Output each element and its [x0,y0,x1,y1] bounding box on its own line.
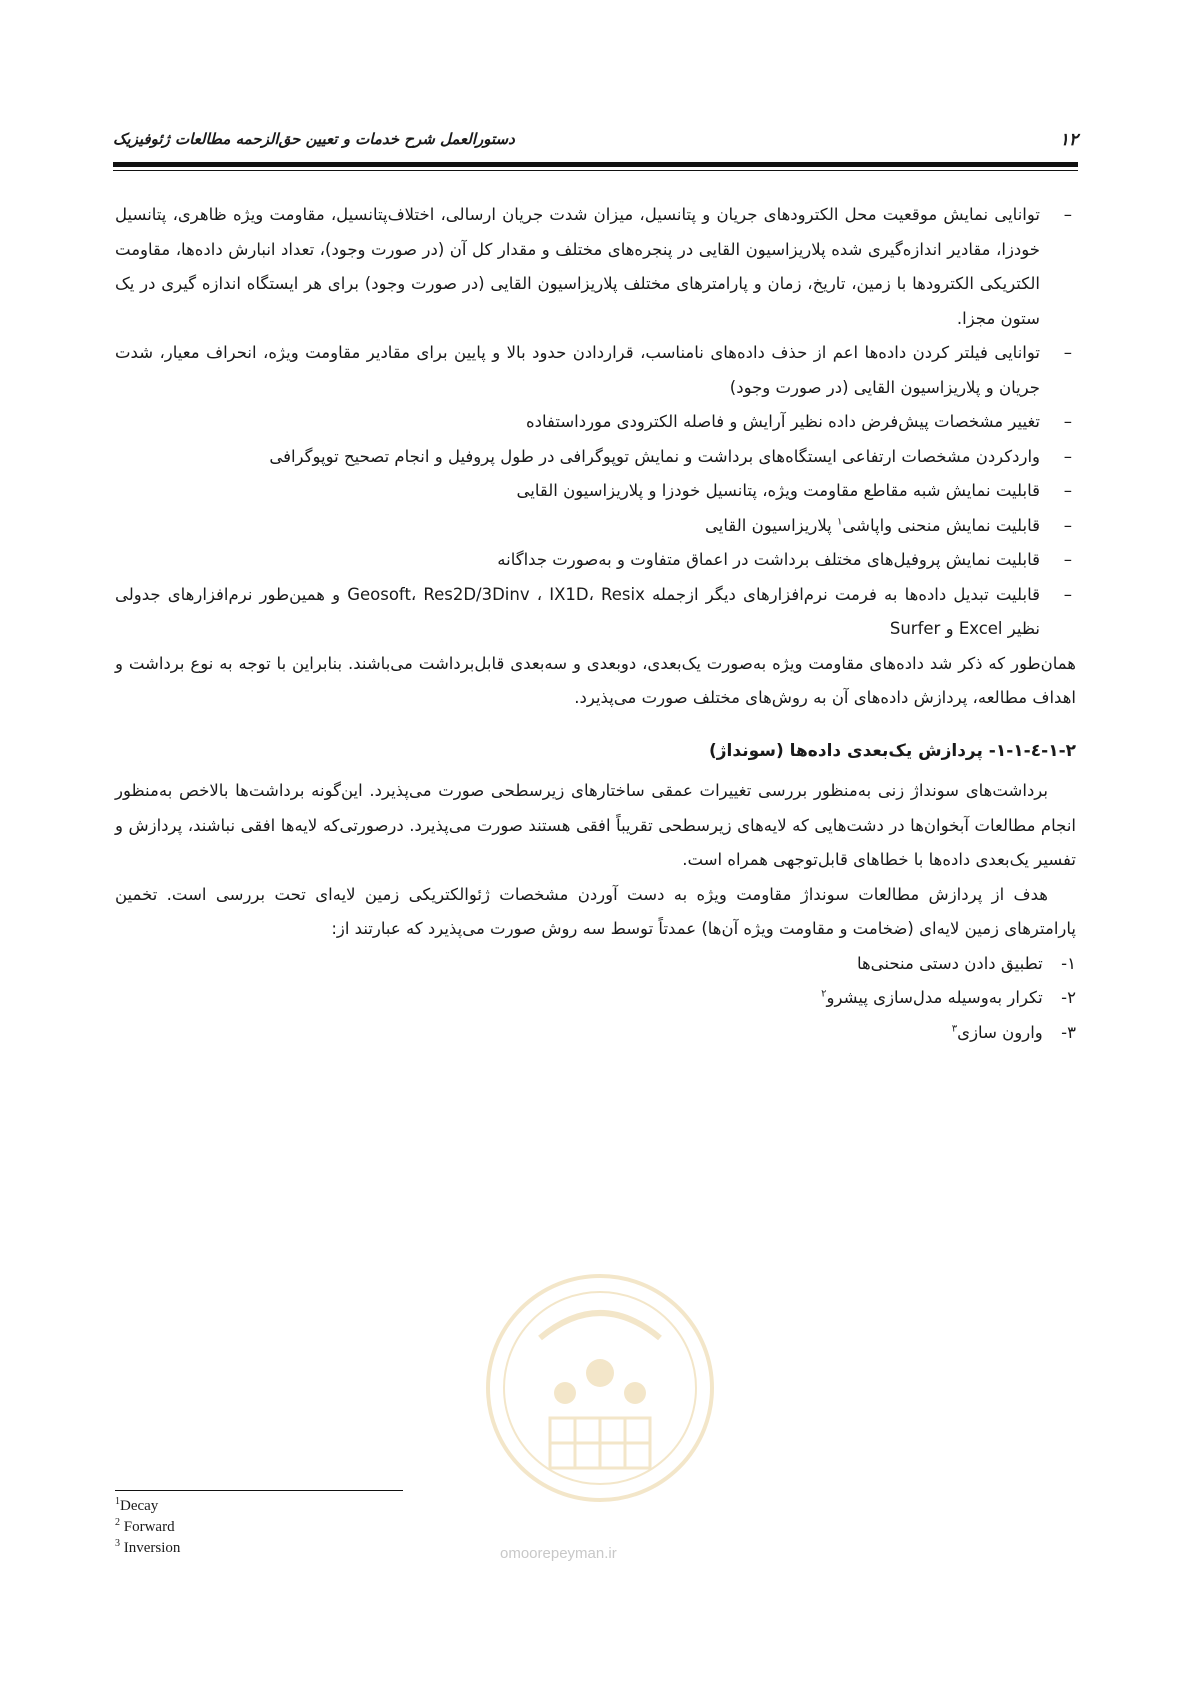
feature-list [115,198,1076,647]
footnote-mark: 2 [115,1517,120,1528]
footnote-ref: ۱ [837,516,843,527]
footnote-text: Inversion [120,1540,181,1556]
method-text: وارون سازی [957,1022,1043,1042]
footnote [115,1538,180,1559]
footnote-text: Decay [120,1498,159,1514]
method-number: ۳- [1061,1022,1076,1042]
page-header [113,128,1078,158]
list-item: – تغییر مشخصات پیش‌فرض داده نظیر آرایش و فاصله الکترودی مورداستفاده [115,405,1076,440]
list-item-text: پلاریزاسیون القایی [705,515,837,535]
watermark-url: omoorepeyman.ir [500,1545,617,1562]
footnote-mark: 3 [115,1538,120,1549]
running-title: دستورالعمل شرح خدمات و تعیین حق‌الزحمه مطالعات ژئوفیزیک [113,130,515,148]
watermark-seal [480,1268,720,1508]
footnote-mark: 1 [115,1496,120,1507]
footnote [115,1496,180,1517]
methods-list [115,947,1076,1051]
summary-paragraph: همان‌طور که ذکر شد داده‌های مقاومت ویژه به‌صورت یک‌بعدی، دوبعدی و سه‌بعدی قابل‌برداشت می‌باشند. بنابراین با توجه به نوع برداشت و اهداف مطالعه، پردازش داده‌های آن به روش‌های مختلف صورت می‌پذیرد. [115,653,1076,707]
page-number: ۱۲ [1059,130,1078,150]
method-item [115,1016,1076,1051]
list-item: – توانایی نمایش موقعیت محل الکترودهای جریان و پتانسیل، میزان شدت جریان ارسالی، اختلاف‌پتانسیل، مقاومت ویژه ظاهری، پتانسیل خودزا، مقادیر اندازه‌گیری شده پلاریزاسیون القایی در پنجره‌های مختلف و مقدار کل آن (در صورت وجود)، تعداد انبارش داده‌ها، مقاومت الکتریکی الکترودها با زمین، تاریخ، زمان و پارامترهای مختلف پلاریزاسیون القایی (در صورت وجود) برای هر ایستگاه اندازه گیری در یک ستون مجزا. [115,198,1076,336]
method-number: ۲- [1061,988,1076,1007]
header-rule-thin [113,170,1078,171]
method-text: تکرار به‌وسیله مدل‌سازی پیشرو [826,988,1043,1007]
footnote-ref: ۲ [821,988,827,1000]
list-item: – قابلیت تبدیل داده‌ها به فرمت نرم‌افزارهای دیگر ازجمله Geosoft، Res2D/3Dinv ، IX1D، Resix و همین‌طور نرم‌افزارهای جدولی نظیر Excel و Surfer [115,578,1076,647]
list-item [115,509,1076,544]
section-heading: ۱-۲-٤-۱-۱- پردازش یک‌بعدی داده‌ها (سونداژ) [708,740,1076,761]
paragraph: برداشت‌های سونداژ زنی به‌منظور بررسی تغییرات عمقی ساختارهای زیرسطحی صورت می‌پذیرد. این‌گونه برداشت‌ها بالاخص به‌منظور انجام مطالعات آبخوان‌ها در دشت‌هایی که لایه‌های زیرسطحی تقریباً افقی هستند صورت می‌پذیرد. درصورتی‌که لایه‌ها افقی نباشند، پردازش و تفسیر یک‌بعدی داده‌ها با خطاهای قابل‌توجهی همراه است. [115,781,1076,869]
footnote-ref: ۳ [951,1023,958,1034]
list-item: – قابلیت نمایش پروفیل‌های مختلف برداشت در اعماق متفاوت و به‌صورت جداگانه [115,543,1076,578]
footnote [115,1517,180,1538]
body-content [115,198,1076,1050]
list-item: – واردکردن مشخصات ارتفاعی ایستگاه‌های برداشت و نمایش توپوگرافی در طول پروفیل و انجام تصحیح توپوگرافی [115,440,1076,475]
footnote-text: Forward [120,1519,175,1535]
method-number: ۱- [1061,953,1076,973]
list-item: – توانایی فیلتر کردن داده‌ها اعم از حذف داده‌های نامناسب، قراردادن حدود بالا و پایین برای مقادیر مقاومت ویژه، انحراف معیار، شدت جریان و پلاریزاسیون القایی (در صورت وجود) [115,336,1076,405]
footnote-rule [115,1490,403,1491]
list-item: – قابلیت نمایش شبه مقاطع مقاومت ویژه، پتانسیل خودزا و پلاریزاسیون القایی [115,474,1076,509]
method-item [115,981,1076,1016]
method-item [115,947,1076,982]
paragraph: هدف از پردازش مطالعات سونداژ مقاومت ویژه به دست آوردن مشخصات ژئوالکتریکی زمین لایه‌ای تحت بررسی است. تخمین پارامترهای زمین لایه‌ای (ضخامت و مقاومت ویژه آن‌ها) عمدتاً توسط سه روش صورت می‌پذیرد که عبارتند از: [115,884,1076,938]
list-item-text: قابلیت نمایش منحنی واپاشی [842,515,1040,535]
header-rule-thick [113,162,1078,167]
method-text: تطبیق دادن دستی منحنی‌ها [856,953,1043,973]
footnotes [115,1496,180,1559]
